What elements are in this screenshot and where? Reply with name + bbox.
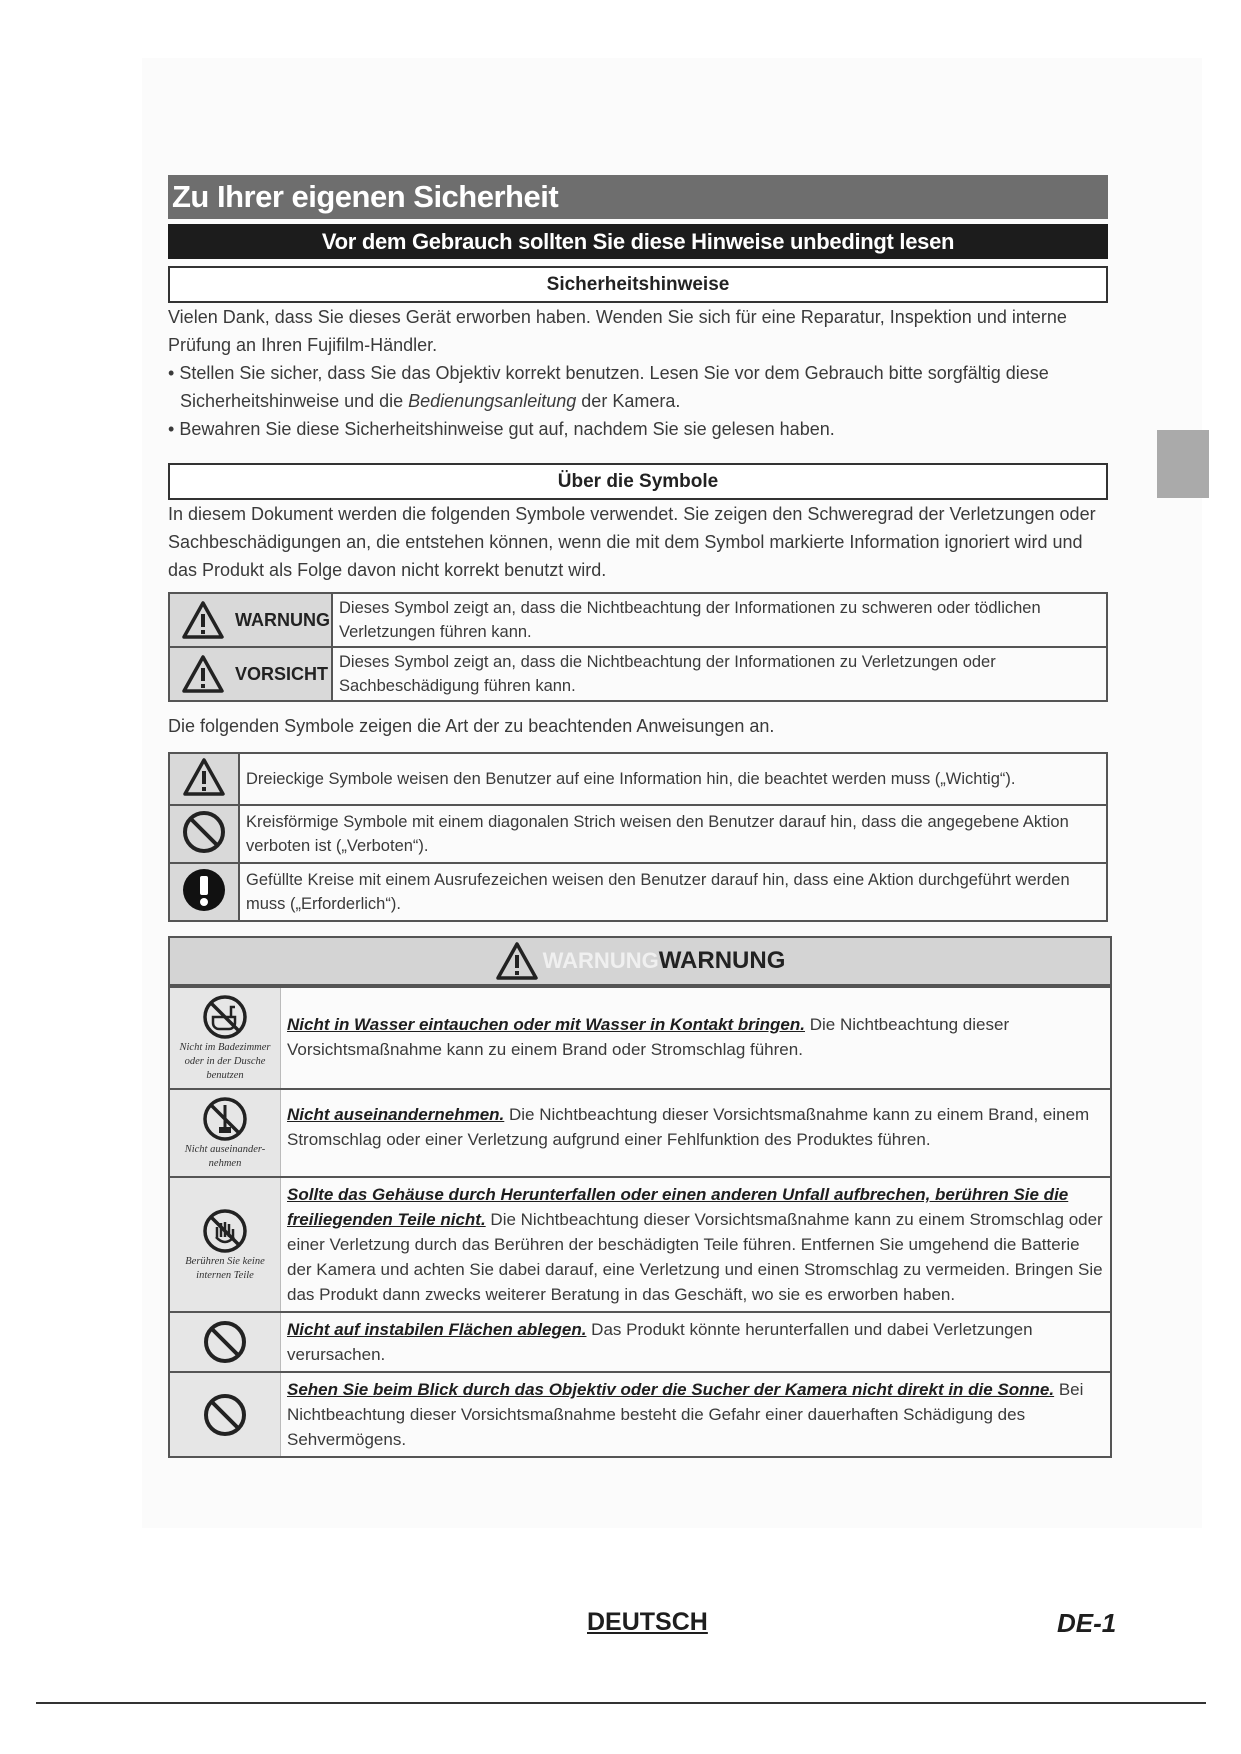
warning-lead: Sehen Sie beim Blick durch das Objektiv oder die Sucher der Kamera nicht direkt in die Sonne. <box>287 1380 1055 1399</box>
warning-lead: Nicht in Wasser eintauchen oder mit Wasser in Kontakt bringen. <box>287 1015 805 1034</box>
warning-lead: Nicht auseinandernehmen. <box>287 1105 505 1124</box>
safety-bullet-2: • Bewahren Sie diese Sicherheitshinweise gut auf, nachdem Sie sie gelesen haben. <box>168 419 835 439</box>
manual-title: Bedienungsanleitung <box>408 391 577 411</box>
safety-intro: Vielen Dank, dass Sie dieses Gerät erworben haben. Wenden Sie sich für eine Reparatur, Inspektion und interne Prüfung an Ihren Fujifilm-Händler. <box>168 307 1067 355</box>
safety-heading: Sicherheitshinweise <box>168 266 1108 303</box>
warning-text: Nicht auf instabilen Flächen ablegen. Das Produkt könnte herunterfallen und dabei Verletzungen verursachen. <box>287 1320 1033 1364</box>
prohibited-circle-icon <box>202 1319 248 1365</box>
mandatory-exclamation-icon <box>181 867 227 913</box>
no-touch-icon <box>201 1207 249 1255</box>
safety-paragraph <box>168 303 1108 443</box>
severity-label: WARNUNG <box>235 609 330 630</box>
warning-text: Nicht auseinandernehmen. Die Nichtbeachtung dieser Vorsichtsmaßnahme kann zu einem Brand, einem Stromschlag oder einer Verletzung aufgrund einer Fehlfunktion des Produktes führen. <box>287 1105 1090 1149</box>
warning-lead: Nicht auf instabilen Flächen ablegen. <box>287 1320 587 1339</box>
warning-heading: WARNUNG <box>658 947 786 974</box>
warning-lead: Sollte das Gehäuse durch Herunterfallen oder einen anderen Unfall aufbrechen, berühren Sie die freiliegenden Teile nicht. <box>287 1185 1069 1229</box>
severity-table <box>168 592 1108 702</box>
severity-text: Dieses Symbol zeigt an, dass die Nichtbeachtung der Informationen zu schweren oder tödlichen Verletzungen führen kann. <box>332 593 1107 647</box>
type-text: Gefüllte Kreise mit einem Ausrufezeichen weisen den Benutzer darauf hin, dass eine Aktion durchgeführt werden muss („Erforderlich“). <box>239 863 1107 921</box>
safety-bullet-1: • Stellen Sie sicher, dass Sie das Objektiv korrekt benutzen. Lesen Sie vor dem Gebrauch bitte sorgfältig diese Sicherheitshinweise und die Bedienungsanleitung der Kamera. <box>168 363 1049 411</box>
warning-header <box>170 938 1110 986</box>
warning-text: Nicht in Wasser eintauchen oder mit Wasser in Kontakt bringen. Die Nichtbeachtung dieser Vorsichtsmaßnahme kann zu einem Brand oder Stromschlag führen. <box>287 1015 1010 1059</box>
icon-caption: Berühren Sie keine internen Teile <box>185 1255 265 1281</box>
section-tab-marker <box>1157 430 1209 498</box>
symbols-heading: Über die Symbole <box>168 463 1108 500</box>
instruction-types-table <box>168 752 1108 922</box>
footer-language: DEUTSCH <box>587 1608 708 1636</box>
warning-row-disassemble <box>170 1088 1110 1176</box>
warning-row-unstable <box>170 1311 1110 1371</box>
warning-triangle-icon <box>182 757 226 797</box>
footer-divider <box>36 1702 1206 1704</box>
page-subtitle: Vor dem Gebrauch sollten Sie diese Hinweise unbedingt lesen <box>168 224 1108 259</box>
severity-label: VORSICHT <box>235 663 329 684</box>
severity-row-caution <box>169 647 1107 701</box>
types-intro: Die folgenden Symbole zeigen die Art der zu beachtenden Anweisungen an. <box>168 716 775 736</box>
no-bathroom-icon <box>201 993 249 1041</box>
symbols-intro: In diesem Dokument werden die folgenden Symbole verwendet. Sie zeigen den Schweregrad der Verletzungen oder Sachbeschädigungen an, die entstehen können, wenn die mit dem Symbol markierte Information ignoriert wird und das Produkt als Folge davon nicht korrekt benutzt wird. <box>168 504 1096 580</box>
warning-triangle-icon <box>495 941 539 981</box>
prohibited-circle-icon <box>202 1392 248 1438</box>
warning-text: Sollte das Gehäuse durch Herunterfallen oder einen anderen Unfall aufbrechen, berühren Sie die freiliegenden Teile nicht. Die Nichtbeachtung dieser Vorsichtsmaßnahme kann zu einem Stromschlag oder einer Verletzung durch das Berühren der beschädigten Teile führen. Entfernen Sie umgehend die Batterie der Kamera und achten Sie dabei darauf, eine Verletzung und einen Stromschlag zu vermeiden. Bringen Sie das Produkt dann zwecks weiterer Beratung in das Geschäft, wo sie es erworben haben. <box>287 1185 1103 1304</box>
type-row <box>169 863 1107 921</box>
warning-section <box>168 936 1112 1458</box>
warning-row-water <box>170 986 1110 1088</box>
icon-caption: Nicht auseinander-nehmen <box>184 1144 266 1169</box>
warning-text: Sehen Sie beim Blick durch das Objektiv oder die Sucher der Kamera nicht direkt in die Sonne. Bei Nichtbeachtung dieser Vorsichtsmaßnahme besteht die Gefahr einer dauerhaften Schädigung des Sehvermögens. <box>287 1380 1084 1449</box>
prohibited-circle-icon <box>181 809 227 855</box>
no-disassembly-icon <box>201 1095 249 1143</box>
severity-row-warning <box>169 593 1107 647</box>
severity-text: Dieses Symbol zeigt an, dass die Nichtbeachtung der Informationen zu Verletzungen oder Sachbeschädigung führen kann. <box>332 647 1107 701</box>
icon-caption: Nicht im Badezimmer oder in der Dusche benutzen <box>179 1042 271 1081</box>
type-row <box>169 805 1107 863</box>
type-text: Dreieckige Symbole weisen den Benutzer auf eine Information hin, die beachtet werden muss („Wichtig“). <box>239 753 1107 805</box>
warning-row-sun <box>170 1371 1110 1456</box>
warning-triangle-icon <box>181 600 225 640</box>
warning-row-housing <box>170 1176 1110 1311</box>
caution-triangle-icon <box>181 654 225 694</box>
type-text: Kreisförmige Symbole mit einem diagonalen Strich weisen den Benutzer darauf hin, dass die angegebene Aktion verboten ist („Verboten“). <box>239 805 1107 863</box>
page-number: DE-1 <box>1057 1608 1117 1638</box>
page-title: Zu Ihrer eigenen Sicherheit <box>168 175 1108 219</box>
type-row <box>169 753 1107 805</box>
warning-ghost-label: WARNUNG <box>542 948 659 973</box>
document-content <box>168 175 1108 1458</box>
